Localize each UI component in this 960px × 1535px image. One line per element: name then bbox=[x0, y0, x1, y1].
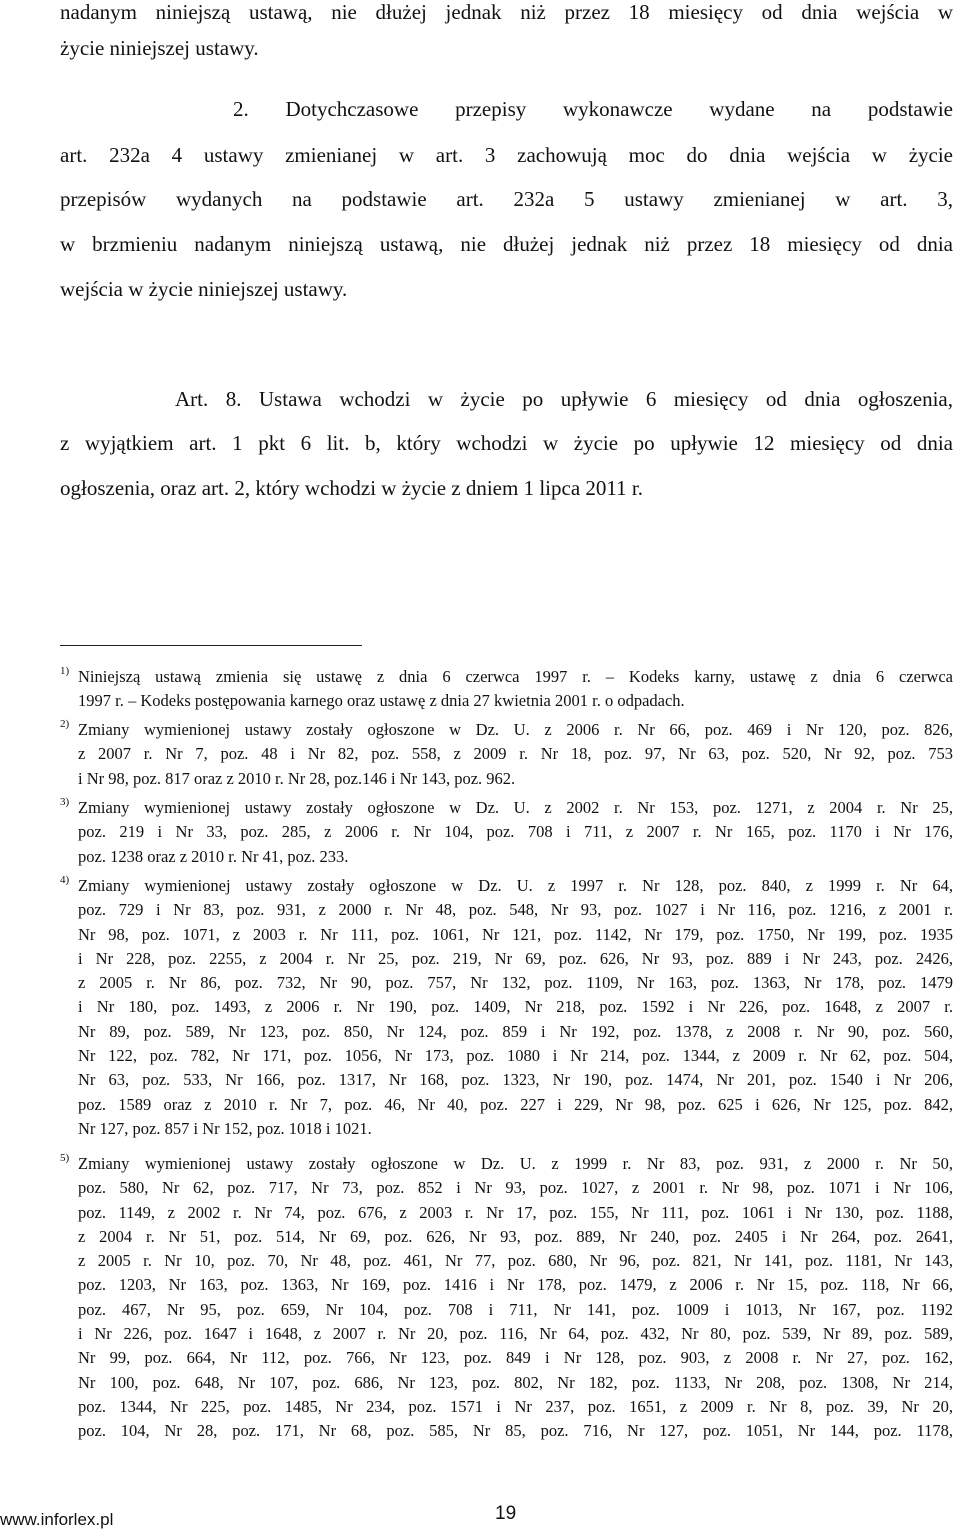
footnote-line: Zmiany wymienionej ustawy zostały ogłoszone w Dz. U. z 2006 r. Nr 66, poz. 469 i Nr 120, poz. 826, bbox=[78, 720, 953, 739]
body-line: ogłoszenia, oraz art. 2, który wchodzi w życie z dniem 1 lipca 2011 r. bbox=[60, 476, 643, 500]
footnote-text bbox=[78, 665, 953, 714]
footnote-line: 1997 r. – Kodeks postępowania karnego oraz ustawę z dnia 27 kwietnia 2001 r. o odpadach. bbox=[78, 691, 685, 711]
footnote-line: Zmiany wymienionej ustawy zostały ogłoszone w Dz. U. z 1997 r. Nr 128, poz. 840, z 1999 r. Nr 64, bbox=[78, 876, 953, 895]
footnote-line: poz. 580, Nr 62, poz. 717, Nr 73, poz. 852 i Nr 93, poz. 1027, z 2001 r. Nr 98, poz. 1071 i Nr 106, bbox=[78, 1178, 953, 1198]
footnote-line: i Nr 226, poz. 1647 i 1648, z 2007 r. Nr 20, poz. 116, Nr 64, poz. 432, Nr 80, poz. 539, Nr 89, poz. 589, bbox=[78, 1324, 953, 1344]
footnote-line: poz. 729 i Nr 83, poz. 931, z 2000 r. Nr 48, poz. 548, Nr 93, poz. 1027 i Nr 116, poz. 1216, z 2001 r. bbox=[78, 900, 953, 920]
footnote-line: Nr 63, poz. 533, Nr 166, poz. 1317, Nr 168, poz. 1323, Nr 190, poz. 1474, Nr 201, poz. 1540 i Nr 206, bbox=[78, 1070, 953, 1090]
footnote-mark: 3) bbox=[60, 796, 70, 808]
body-line: życie niniejszej ustawy. bbox=[60, 36, 259, 60]
body-line: z wyjątkiem art. 1 pkt 6 lit. b, który wchodzi w życie po upływie 12 miesięcy od dnia bbox=[60, 431, 953, 455]
footnote-text bbox=[78, 796, 953, 869]
footnote-line: z 2007 r. Nr 7, poz. 48 i Nr 82, poz. 558, z 2009 r. Nr 18, poz. 97, Nr 63, poz. 520, Nr 92, poz. 753 bbox=[78, 744, 953, 764]
footnote-line: Niniejszą ustawą zmienia się ustawę z dnia 6 czerwca 1997 r. – Kodeks karny, ustawę z dnia 6 czerwca bbox=[78, 667, 953, 686]
footnote-line: z 2005 r. Nr 10, poz. 70, Nr 48, poz. 461, Nr 77, poz. 680, Nr 96, poz. 821, Nr 141, poz. 1181, Nr 143, bbox=[78, 1251, 953, 1271]
footnote-mark: 4) bbox=[60, 874, 70, 886]
footnote-line: poz. 1589 oraz z 2010 r. Nr 7, poz. 46, Nr 40, poz. 227 i 229, Nr 98, poz. 625 i 626, Nr 125, poz. 842, bbox=[78, 1094, 953, 1114]
footnote-line: poz. 219 i Nr 33, poz. 285, z 2006 r. Nr 104, poz. 708 i 711, z 2007 r. Nr 165, poz. 1170 i Nr 176, bbox=[78, 822, 953, 842]
footnote-mark: 2) bbox=[60, 718, 70, 730]
body-line: 2. Dotychczasowe przepisy wykonawcze wydane na podstawie bbox=[233, 97, 953, 121]
footnote-mark: 1) bbox=[60, 665, 70, 677]
footnote-line: i Nr 228, poz. 2255, z 2004 r. Nr 25, poz. 219, Nr 69, poz. 626, Nr 93, poz. 889 i Nr 243, poz. 2426, bbox=[78, 948, 953, 968]
footnote-text bbox=[78, 874, 953, 1141]
footnote-line: Nr 100, poz. 648, Nr 107, poz. 686, Nr 123, poz. 802, Nr 182, poz. 1133, Nr 208, poz. 1308, Nr 214, bbox=[78, 1372, 953, 1392]
body-line: art. 232a 4 ustawy zmienianej w art. 3 zachowują moc do dnia wejścia w życie bbox=[60, 143, 953, 167]
page-number: 19 bbox=[495, 1503, 517, 1524]
footnote-line: Nr 122, poz. 782, Nr 171, poz. 1056, Nr 173, poz. 1080 i Nr 214, poz. 1344, z 2009 r. Nr 62, poz. 504, bbox=[78, 1046, 953, 1066]
footnote-line: Nr 99, poz. 664, Nr 112, poz. 766, Nr 123, poz. 849 i Nr 128, poz. 903, z 2008 r. Nr 27, poz. 162, bbox=[78, 1348, 953, 1368]
footnote-line: Nr 89, poz. 589, Nr 123, poz. 850, Nr 124, poz. 859 i Nr 192, poz. 1378, z 2008 r. Nr 90, poz. 560, bbox=[78, 1021, 953, 1041]
footnote-line: Nr 127, poz. 857 i Nr 152, poz. 1018 i 1021. bbox=[78, 1118, 372, 1138]
footnote-line: i Nr 180, poz. 1493, z 2006 r. Nr 190, poz. 1409, Nr 218, poz. 1592 i Nr 226, poz. 1648, z 2007 r. bbox=[78, 997, 953, 1017]
footnote-line: Nr 98, poz. 1071, z 2003 r. Nr 111, poz. 1061, Nr 121, poz. 1142, Nr 179, poz. 1750, Nr 199, poz. 1935 bbox=[78, 924, 953, 944]
footer-url[interactable]: www.inforlex.pl bbox=[0, 1510, 114, 1529]
footnote-line: poz. 1238 oraz z 2010 r. Nr 41, poz. 233. bbox=[78, 846, 349, 866]
footnote-line: i Nr 98, poz. 817 oraz z 2010 r. Nr 28, poz.146 i Nr 143, poz. 962. bbox=[78, 768, 516, 788]
footnote-line: z 2005 r. Nr 86, poz. 732, Nr 90, poz. 757, Nr 132, poz. 1109, Nr 163, poz. 1363, Nr 178, poz. 1479 bbox=[78, 973, 953, 993]
footnote-text bbox=[78, 718, 953, 791]
footnote-line: poz. 467, Nr 95, poz. 659, Nr 104, poz. 708 i 711, Nr 141, poz. 1009 i 1013, Nr 167, poz. 1192 bbox=[78, 1299, 953, 1319]
article-heading-line: Art. 8. Ustawa wchodzi w życie po upływie 6 miesięcy od dnia ogłoszenia, bbox=[175, 387, 953, 411]
body-line: nadanym niniejszą ustawą, nie dłużej jednak niż przez 18 miesięcy od dnia wejścia w bbox=[60, 0, 953, 24]
footnote-line: poz. 1203, Nr 163, poz. 1363, Nr 169, poz. 1416 i Nr 178, poz. 1479, z 2006 r. Nr 15, poz. 118, Nr 66, bbox=[78, 1275, 953, 1295]
footnote-mark: 5) bbox=[60, 1152, 70, 1164]
body-line: wejścia w życie niniejszej ustawy. bbox=[60, 277, 348, 301]
footnote-line: poz. 104, Nr 28, poz. 171, Nr 68, poz. 585, Nr 85, poz. 716, Nr 127, poz. 1051, Nr 144, poz. 1178, bbox=[78, 1421, 953, 1441]
footnote-line: poz. 1149, z 2002 r. Nr 74, poz. 676, z 2003 r. Nr 17, poz. 155, Nr 111, poz. 1061 i Nr 130, poz. 1188, bbox=[78, 1202, 953, 1222]
footnote-line: Zmiany wymienionej ustawy zostały ogłoszone w Dz. U. z 2002 r. Nr 153, poz. 1271, z 2004 r. Nr 25, bbox=[78, 798, 953, 817]
footnote-separator bbox=[60, 645, 362, 646]
footnote-text bbox=[78, 1152, 953, 1444]
footnote-line: Zmiany wymienionej ustawy zostały ogłoszone w Dz. U. z 1999 r. Nr 83, poz. 931, z 2000 r. Nr 50, bbox=[78, 1154, 953, 1173]
body-line: przepisów wydanych na podstawie art. 232a 5 ustawy zmienianej w art. 3, bbox=[60, 187, 953, 211]
footnote-line: poz. 1344, Nr 225, poz. 1485, Nr 234, poz. 1571 i Nr 237, poz. 1651, z 2009 r. Nr 8, poz. 39, Nr 20, bbox=[78, 1396, 953, 1416]
footnote-line: z 2004 r. Nr 51, poz. 514, Nr 69, poz. 626, Nr 93, poz. 889, Nr 240, poz. 2405 i Nr 264, poz. 2641, bbox=[78, 1226, 953, 1246]
body-line: w brzmieniu nadanym niniejszą ustawą, nie dłużej jednak niż przez 18 miesięcy od dnia bbox=[60, 232, 953, 256]
